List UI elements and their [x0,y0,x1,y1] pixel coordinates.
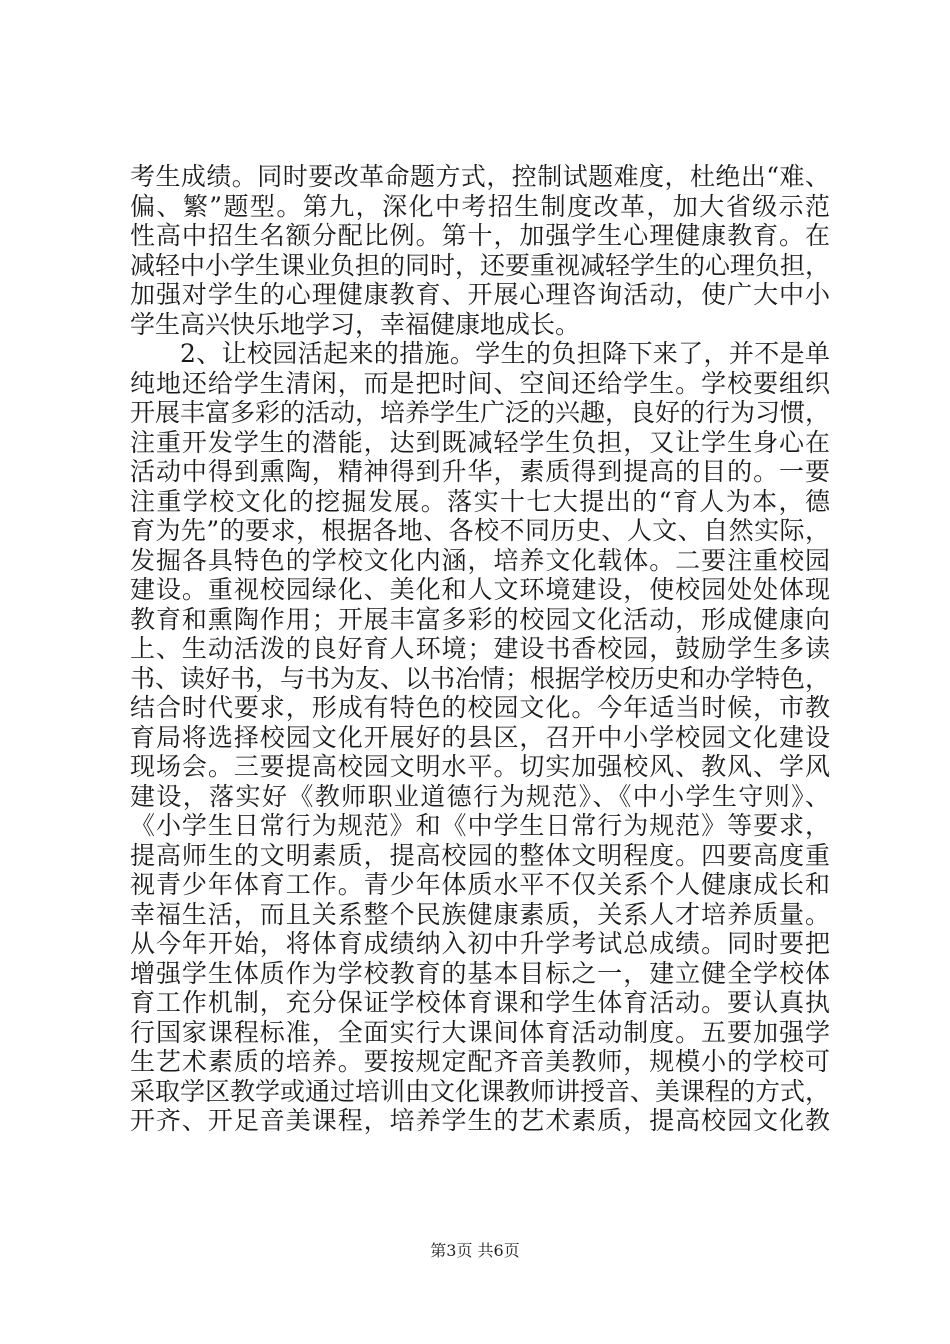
text-line: 建设。重视校园绿化、美化和人文环境建设，使校园处处体现 [130,575,830,604]
text-line: 采取学区教学或通过培训由文化课教师讲授音、美课程的方式， [130,1076,831,1106]
text-line: 学生高兴快乐地学习，幸福健康地成长。 [130,309,581,339]
text-line: 育局将选择校园文化开展好的县区，召开中小学校园文化建设 [130,722,830,752]
text-line: 生艺术素质的培养。要按规定配齐音美教师，规模小的学校可 [130,1047,830,1076]
text-line: 教育和熏陶作用；开展丰富多彩的校园文化活动，形成健康向 [130,604,830,634]
text-line: 纯地还给学生清闲，而是把时间、空间还给学生。学校要组织 [130,368,830,398]
page-number-footer: 第3页 共6页 [430,1241,520,1260]
text-line: 从今年开始，将体育成绩纳入初中升学考试总成绩。同时要把 [130,929,830,958]
text-line: 建设，落实好《教师职业道德行为规范》、《中小学生守则》、 [130,781,830,811]
text-line: 《小学生日常行为规范》和《中学生日常行为规范》等要求， [130,811,830,840]
text-line: 活动中得到熏陶，精神得到升华，素质得到提高的目的。一要 [130,457,830,486]
text-line: 视青少年体育工作。青少年体质水平不仅关系个人健康成长和 [130,870,830,899]
text-line: 加强对学生的心理健康教育、开展心理咨询活动，使广大中小 [130,280,830,309]
text-line: 现场会。三要提高校园文明水平。切实加强校风、教风、学风 [130,752,830,781]
text-line: 减轻中小学生课业负担的同时，还要重视减轻学生的心理负担， [130,250,831,280]
text-line: 提高师生的文明素质，提高校园的整体文明程度。四要高度重 [130,840,830,870]
text-line: 2、让校园活起来的措施。学生的负担降下来了，并不是单 [180,339,830,368]
text-line: 增强学生体质作为学校教育的基本目标之一，建立健全学校体 [130,958,830,988]
text-line: 育为先”的要求，根据各地、各校不同历史、人文、自然实际， [130,516,830,545]
text-line: 育工作机制，充分保证学校体育课和学生体育活动。要认真执 [130,988,830,1017]
text-line: 注重开发学生的潜能，达到既减轻学生负担，又让学生身心在 [130,427,830,457]
text-line: 书、读好书，与书为友、以书冶情；根据学校历史和办学特色， [130,663,831,693]
text-line: 注重学校文化的挖掘发展。落实十七大提出的“育人为本，德 [130,486,830,516]
text-line: 结合时代要求，形成有特色的校园文化。今年适当时候，市教 [130,693,830,722]
text-line: 开展丰富多彩的活动，培养学生广泛的兴趣，良好的行为习惯， [130,398,831,427]
text-line: 开齐、开足音美课程，培养学生的艺术素质，提高校园文化教 [130,1106,830,1135]
body-text [130,162,830,1136]
text-line: 行国家课程标准，全面实行大课间体育活动制度。五要加强学 [130,1017,830,1047]
text-line: 幸福生活，而且关系整个民族健康素质，关系人才培养质量。 [130,899,830,929]
text-line: 发掘各具特色的学校文化内涵，培养文化载体。二要注重校园 [130,545,830,575]
text-line: 上、生动活泼的良好育人环境；建设书香校园，鼓励学生多读 [130,634,830,663]
text-line: 考生成绩。同时要改革命题方式，控制试题难度，杜绝出“难、 [130,162,830,191]
text-line: 性高中招生名额分配比例。第十，加强学生心理健康教育。在 [130,221,830,250]
text-line: 偏、繁”题型。第九，深化中考招生制度改革，加大省级示范 [130,191,830,221]
